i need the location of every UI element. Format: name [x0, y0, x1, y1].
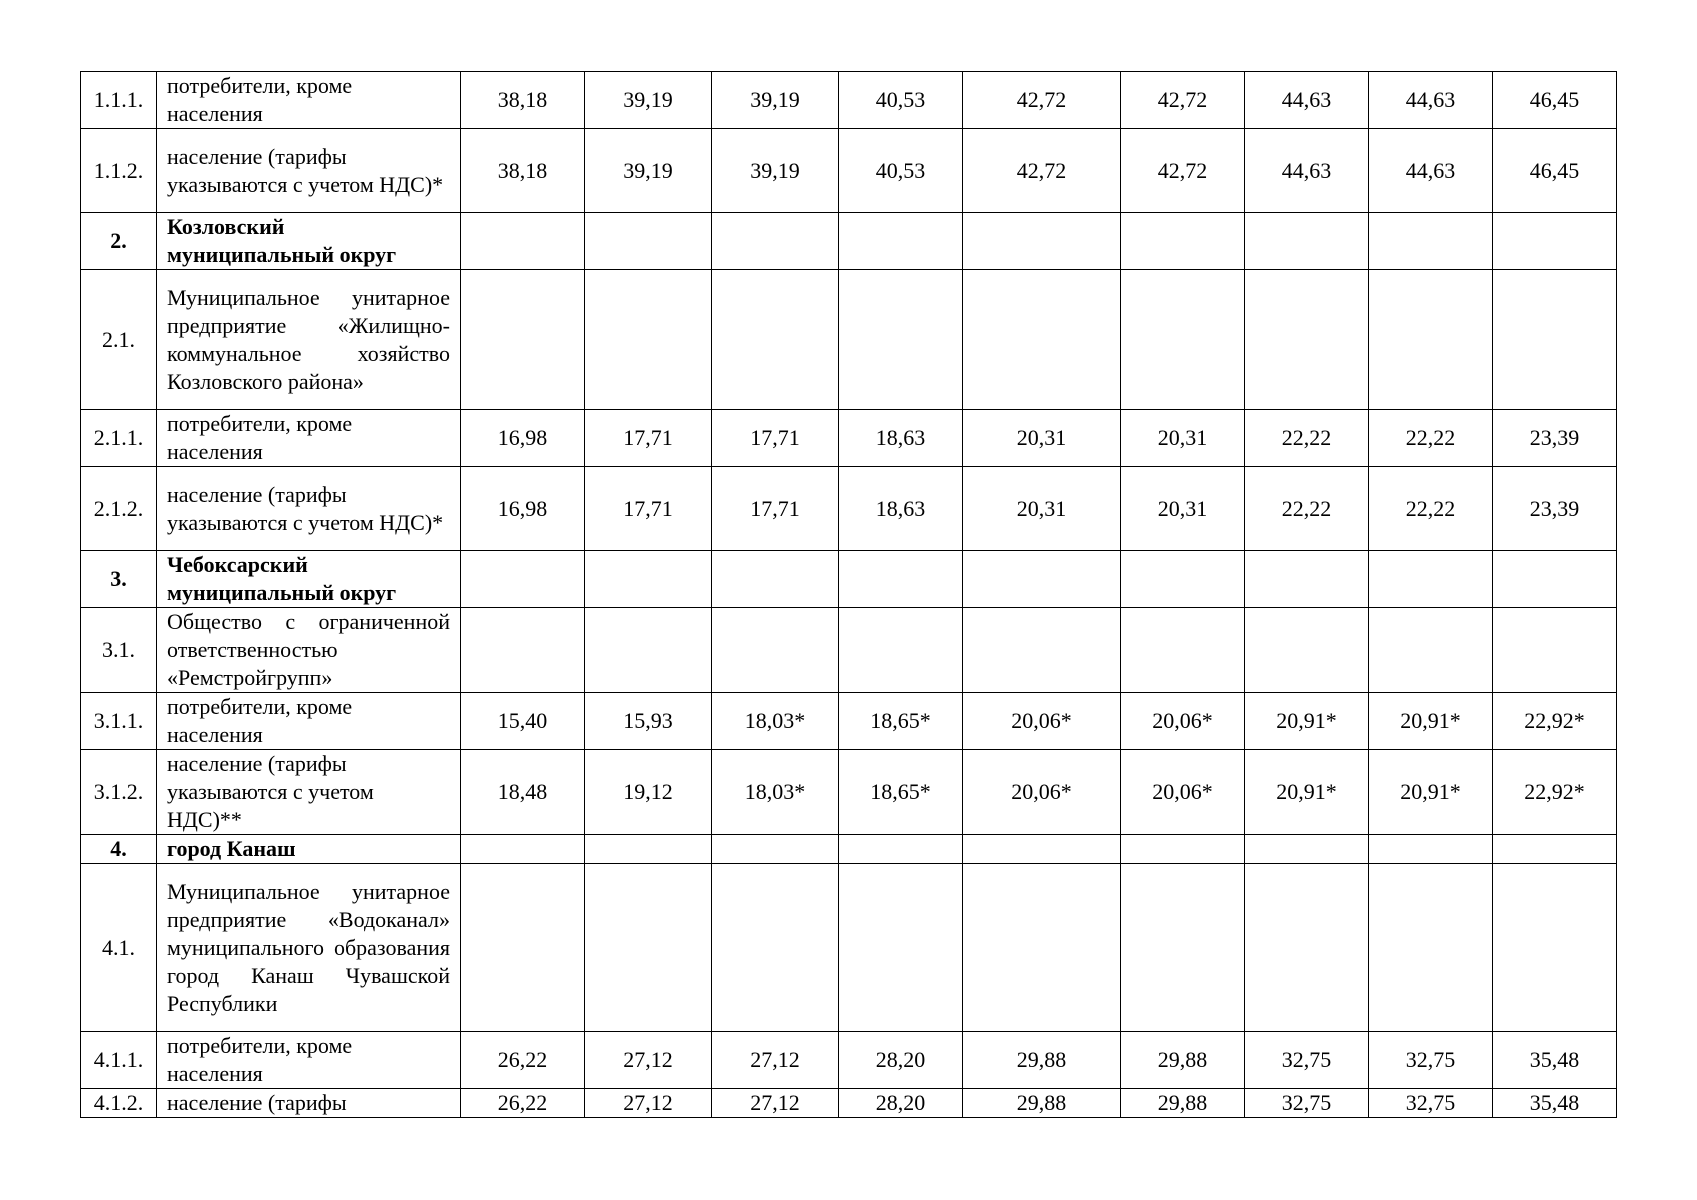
tariff-value [1121, 551, 1245, 608]
row-number: 2.1.1. [81, 410, 157, 467]
tariff-value [963, 835, 1121, 864]
tariff-value [1245, 608, 1369, 693]
tariff-value: 29,88 [1121, 1032, 1245, 1089]
tariff-value: 20,31 [1121, 467, 1245, 551]
tariff-value: 15,40 [461, 693, 585, 750]
row-number: 4.1.1. [81, 1032, 157, 1089]
tariff-value [1493, 551, 1617, 608]
table-body [81, 72, 1617, 1118]
tariff-value: 20,06* [963, 693, 1121, 750]
tariff-value [839, 835, 963, 864]
tariff-value [963, 864, 1121, 1032]
tariff-value [1245, 835, 1369, 864]
row-number: 4. [81, 835, 157, 864]
tariff-value: 44,63 [1245, 129, 1369, 213]
tariff-value: 40,53 [839, 129, 963, 213]
tariff-value [712, 551, 839, 608]
table-row [81, 410, 1617, 467]
tariff-value: 32,75 [1369, 1089, 1493, 1118]
tariff-value [461, 608, 585, 693]
row-name: население (тарифы указываются с учетом НДС)* [157, 467, 461, 551]
table-row [81, 1089, 1617, 1118]
table-row [81, 864, 1617, 1032]
tariff-value [585, 608, 712, 693]
tariff-value [1245, 270, 1369, 410]
tariff-value: 42,72 [963, 72, 1121, 129]
tariff-value: 19,12 [585, 750, 712, 835]
tariff-value: 23,39 [1493, 467, 1617, 551]
tariff-value: 23,39 [1493, 410, 1617, 467]
tariff-value [839, 213, 963, 270]
tariff-value [585, 864, 712, 1032]
tariff-value: 39,19 [585, 72, 712, 129]
tariff-value [461, 864, 585, 1032]
row-name: потребители, кроме населения [157, 1032, 461, 1089]
row-number: 4.1.2. [81, 1089, 157, 1118]
section-title: город Канаш [157, 835, 461, 864]
tariff-value: 20,31 [963, 410, 1121, 467]
tariff-value [1369, 270, 1493, 410]
tariff-value: 18,03* [712, 693, 839, 750]
section-row [81, 213, 1617, 270]
row-name: потребители, кроме населения [157, 72, 461, 129]
tariff-value [1369, 864, 1493, 1032]
tariff-value: 32,75 [1245, 1032, 1369, 1089]
tariff-value: 35,48 [1493, 1032, 1617, 1089]
tariff-value [461, 213, 585, 270]
tariff-value: 18,63 [839, 410, 963, 467]
table-row [81, 270, 1617, 410]
tariff-value [712, 835, 839, 864]
tariff-value: 44,63 [1369, 129, 1493, 213]
row-number: 3.1. [81, 608, 157, 693]
tariff-value: 40,53 [839, 72, 963, 129]
tariff-value: 20,91* [1369, 693, 1493, 750]
tariff-value [1121, 864, 1245, 1032]
row-number: 2.1. [81, 270, 157, 410]
row-number: 4.1. [81, 864, 157, 1032]
tariff-value: 39,19 [585, 129, 712, 213]
tariff-value [585, 213, 712, 270]
table-row [81, 129, 1617, 213]
table-row [81, 693, 1617, 750]
table-row [81, 750, 1617, 835]
tariff-value: 20,91* [1245, 750, 1369, 835]
tariff-value: 18,48 [461, 750, 585, 835]
tariff-value [1493, 270, 1617, 410]
table-row [81, 608, 1617, 693]
tariff-value: 16,98 [461, 410, 585, 467]
tariff-value: 22,22 [1245, 467, 1369, 551]
tariff-value: 28,20 [839, 1089, 963, 1118]
tariff-value [1493, 864, 1617, 1032]
tariff-value [1121, 213, 1245, 270]
row-name: население (тарифы указываются с учетом НДС)* [157, 129, 461, 213]
tariff-value [461, 270, 585, 410]
tariff-value: 15,93 [585, 693, 712, 750]
tariff-value: 27,12 [712, 1032, 839, 1089]
tariff-value [963, 608, 1121, 693]
tariff-value: 17,71 [712, 410, 839, 467]
tariff-value [839, 551, 963, 608]
tariff-value: 20,91* [1369, 750, 1493, 835]
tariff-value [1121, 270, 1245, 410]
tariff-value: 42,72 [1121, 129, 1245, 213]
row-name: потребители, кроме населения [157, 410, 461, 467]
tariff-value: 22,22 [1369, 410, 1493, 467]
section-title: Чебоксарский муниципальный округ [157, 551, 461, 608]
tariff-value [461, 551, 585, 608]
tariff-value: 26,22 [461, 1089, 585, 1118]
tariff-value [1369, 835, 1493, 864]
table-row [81, 467, 1617, 551]
tariff-value: 27,12 [585, 1032, 712, 1089]
tariff-value: 38,18 [461, 129, 585, 213]
table-row [81, 72, 1617, 129]
row-name: население (тарифы указываются с учетом НДС)** [157, 750, 461, 835]
tariff-value: 27,12 [585, 1089, 712, 1118]
tariff-value [712, 864, 839, 1032]
row-name: Муниципальное унитарное предприятие «Жилищно-коммунальное хозяйство Козловского района» [157, 270, 461, 410]
tariff-value [839, 270, 963, 410]
tariff-value: 18,03* [712, 750, 839, 835]
section-title: Козловский муниципальный округ [157, 213, 461, 270]
tariff-value [1369, 551, 1493, 608]
tariff-value: 22,22 [1245, 410, 1369, 467]
tariff-value [585, 551, 712, 608]
tariff-value: 39,19 [712, 129, 839, 213]
section-row [81, 551, 1617, 608]
tariff-value: 44,63 [1369, 72, 1493, 129]
tariff-value: 38,18 [461, 72, 585, 129]
tariff-value [1493, 835, 1617, 864]
tariff-value [1121, 608, 1245, 693]
tariff-value: 20,91* [1245, 693, 1369, 750]
tariff-value: 29,88 [963, 1032, 1121, 1089]
section-row [81, 835, 1617, 864]
tariff-value: 39,19 [712, 72, 839, 129]
tariff-value [1245, 213, 1369, 270]
row-number: 1.1.2. [81, 129, 157, 213]
row-number: 3.1.1. [81, 693, 157, 750]
tariff-value: 16,98 [461, 467, 585, 551]
row-number: 2.1.2. [81, 467, 157, 551]
tariff-value: 22,22 [1369, 467, 1493, 551]
tariff-value: 46,45 [1493, 129, 1617, 213]
tariff-value: 22,92* [1493, 750, 1617, 835]
tariff-value [839, 864, 963, 1032]
tariff-value [963, 551, 1121, 608]
row-number: 3. [81, 551, 157, 608]
tariff-value: 46,45 [1493, 72, 1617, 129]
tariff-value [1493, 608, 1617, 693]
tariff-value [839, 608, 963, 693]
row-number: 1.1.1. [81, 72, 157, 129]
tariff-value: 20,06* [1121, 750, 1245, 835]
tariff-value [1369, 608, 1493, 693]
row-name: потребители, кроме населения [157, 693, 461, 750]
tariff-value: 35,48 [1493, 1089, 1617, 1118]
row-name: Общество с ограниченной ответственностью «Ремстройгрупп» [157, 608, 461, 693]
tariff-value [1493, 213, 1617, 270]
tariff-table [80, 71, 1617, 1118]
tariff-value [1245, 864, 1369, 1032]
tariff-value [712, 270, 839, 410]
tariff-value [712, 213, 839, 270]
tariff-value [712, 608, 839, 693]
tariff-value: 44,63 [1245, 72, 1369, 129]
tariff-value [585, 835, 712, 864]
row-name: Муниципальное унитарное предприятие «Водоканал» муниципального образования город Канаш Чувашской Республики [157, 864, 461, 1032]
tariff-value: 20,06* [963, 750, 1121, 835]
tariff-value: 18,65* [839, 693, 963, 750]
table-row [81, 1032, 1617, 1089]
row-name: население (тарифы [157, 1089, 461, 1118]
row-number: 2. [81, 213, 157, 270]
tariff-value [1369, 213, 1493, 270]
tariff-value: 28,20 [839, 1032, 963, 1089]
tariff-value [585, 270, 712, 410]
tariff-value: 20,06* [1121, 693, 1245, 750]
tariff-value [1121, 835, 1245, 864]
tariff-value [963, 270, 1121, 410]
tariff-value [1245, 551, 1369, 608]
tariff-value: 17,71 [585, 410, 712, 467]
tariff-value: 18,65* [839, 750, 963, 835]
tariff-value: 18,63 [839, 467, 963, 551]
tariff-value: 32,75 [1245, 1089, 1369, 1118]
tariff-value: 22,92* [1493, 693, 1617, 750]
tariff-value: 32,75 [1369, 1032, 1493, 1089]
tariff-value [461, 835, 585, 864]
tariff-value [963, 213, 1121, 270]
row-number: 3.1.2. [81, 750, 157, 835]
tariff-value: 29,88 [1121, 1089, 1245, 1118]
tariff-value: 27,12 [712, 1089, 839, 1118]
tariff-value: 17,71 [712, 467, 839, 551]
tariff-value: 42,72 [963, 129, 1121, 213]
tariff-value: 17,71 [585, 467, 712, 551]
tariff-value: 20,31 [963, 467, 1121, 551]
tariff-value: 29,88 [963, 1089, 1121, 1118]
tariff-value: 26,22 [461, 1032, 585, 1089]
tariff-value: 20,31 [1121, 410, 1245, 467]
tariff-value: 42,72 [1121, 72, 1245, 129]
